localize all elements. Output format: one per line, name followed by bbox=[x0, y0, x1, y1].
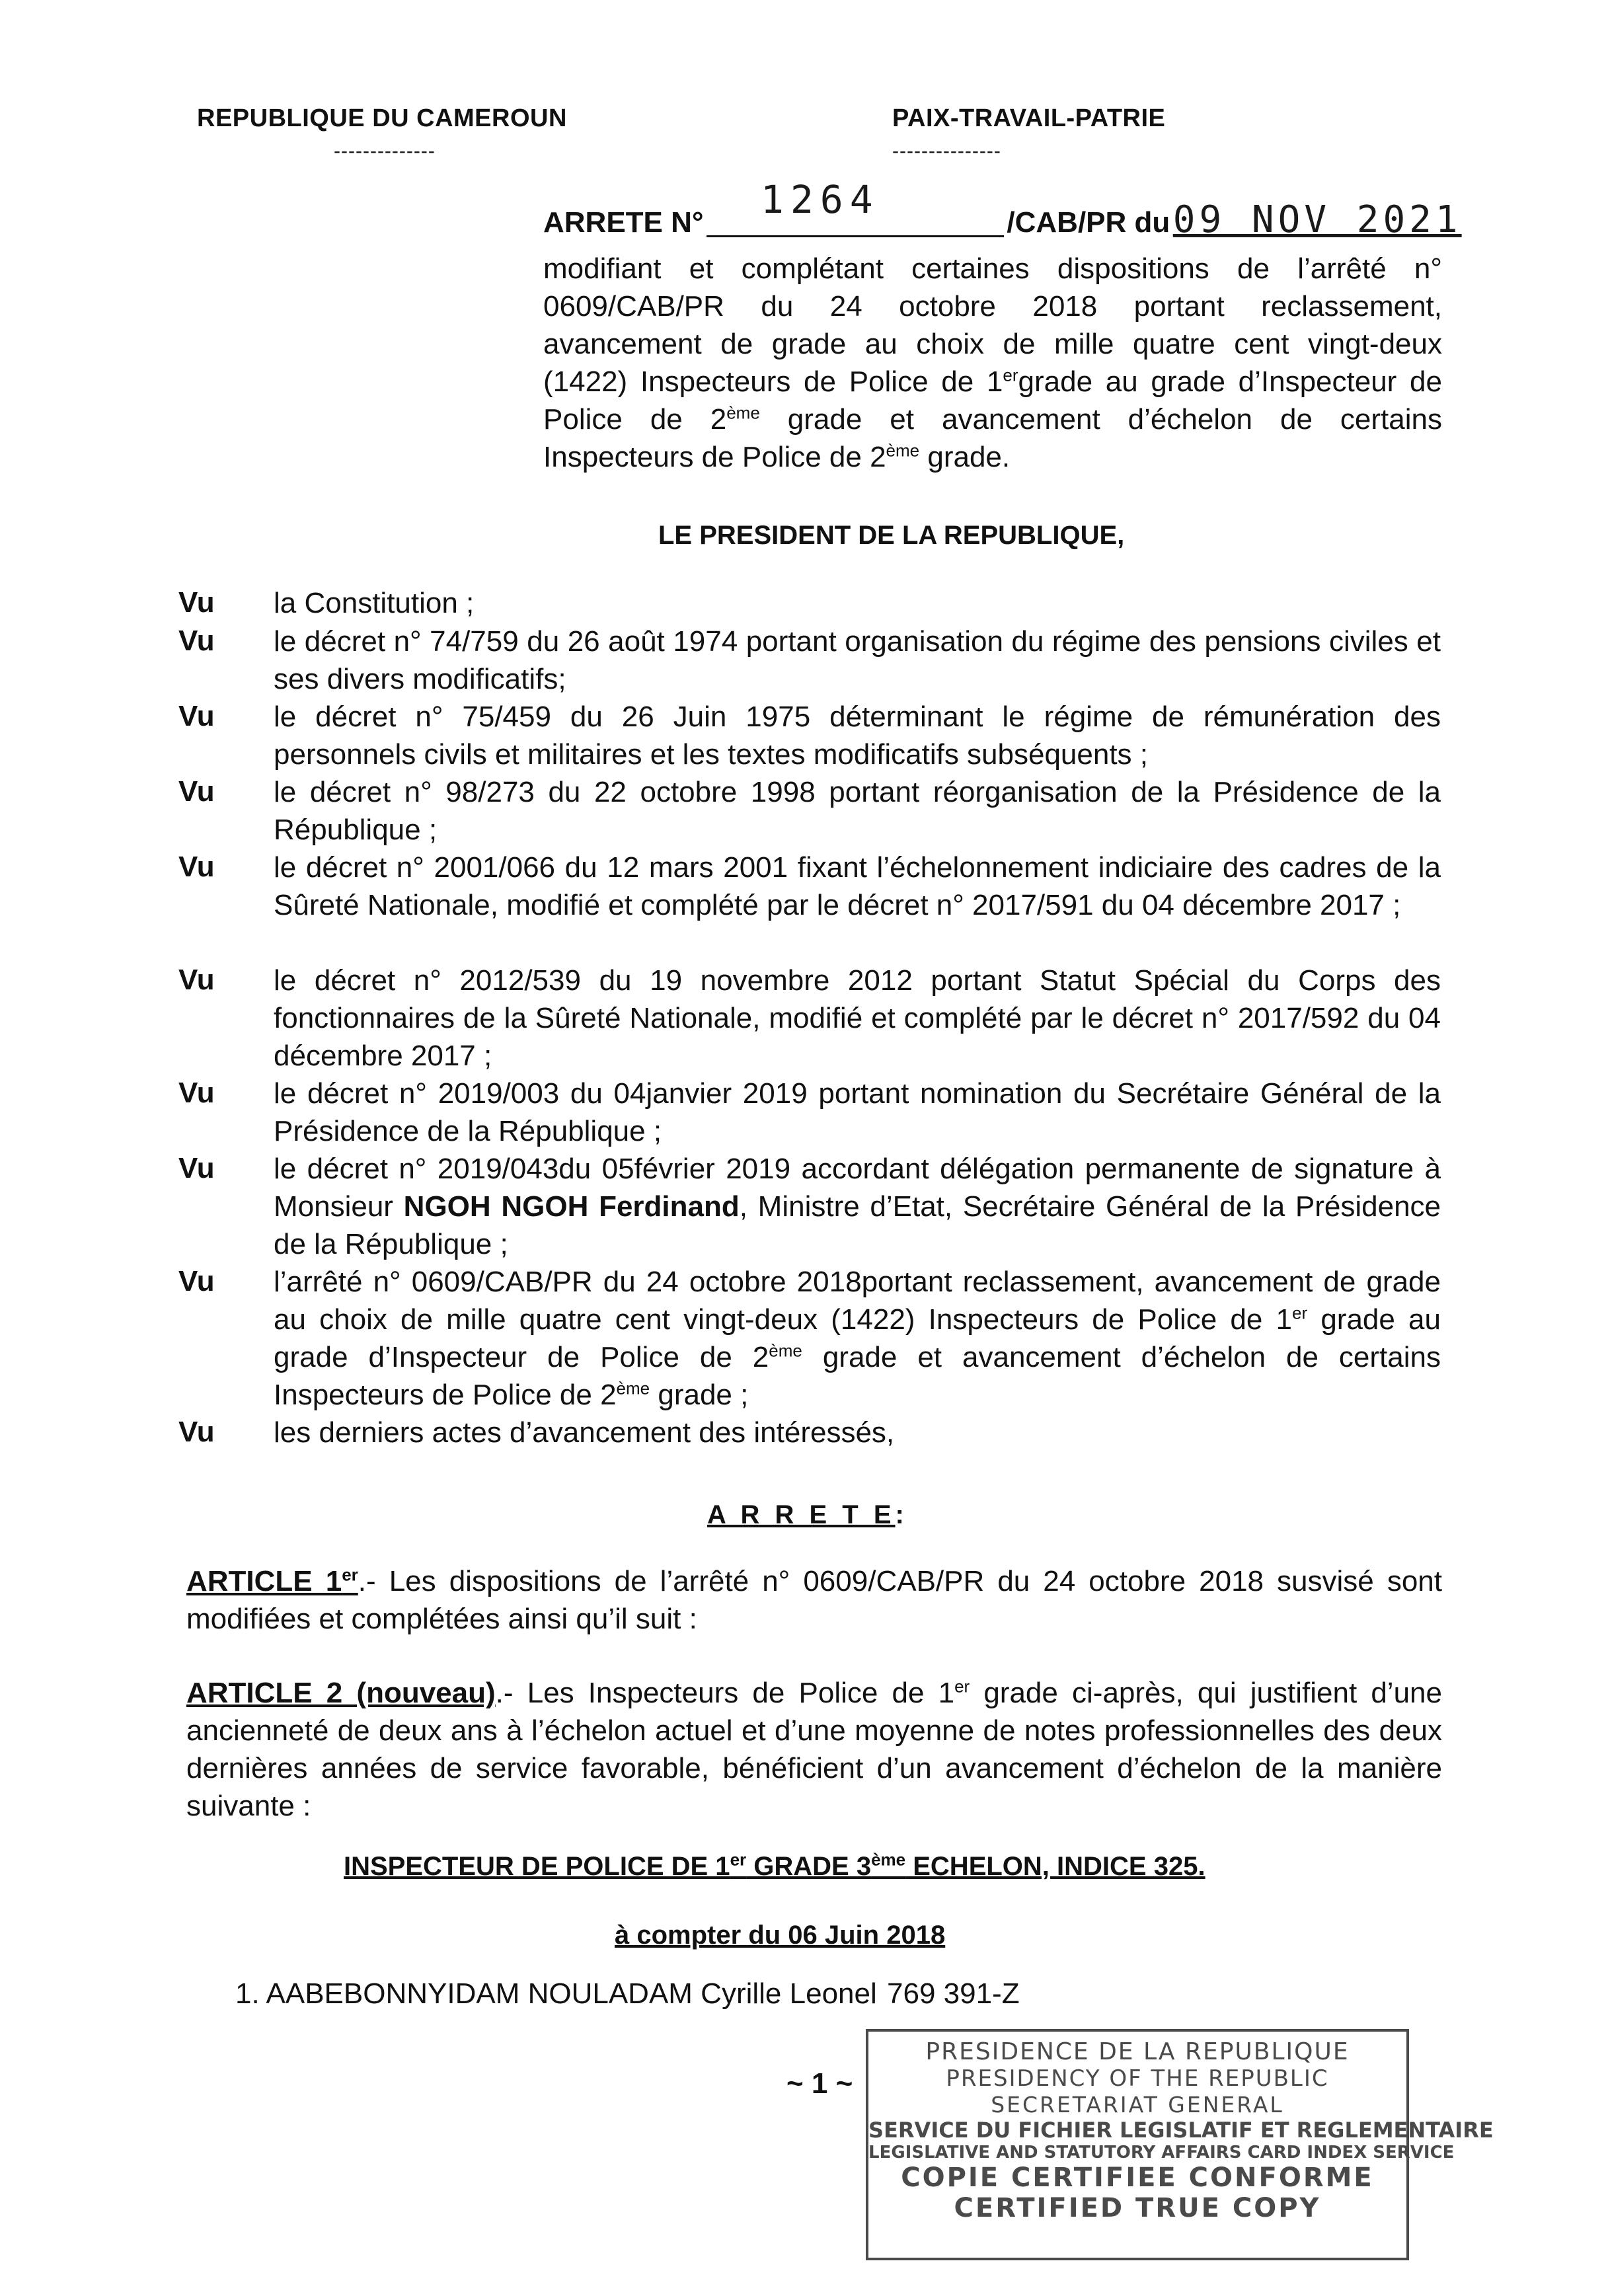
vu-label: Vu bbox=[178, 1265, 215, 1297]
subject-line: modifiant et complétant certaines dispositions de l’arrêté n° bbox=[543, 252, 1442, 285]
article-1: ARTICLE 1er.- Les dispositions de l’arrêté n° 0609/CAB/PR du 24 octobre 2018 susvisé sont modifiées et complétées ainsi qu’il suit : bbox=[186, 1564, 1442, 1635]
page-number: ~ 1 ~ bbox=[786, 2067, 853, 2100]
vu-presidency-decree: le décret n° 98/273 du 22 octobre 1998 portant réorganisation de la Présidence de la République ; bbox=[274, 776, 1441, 846]
decree-number-blank bbox=[707, 177, 1004, 237]
vu-label: Vu bbox=[178, 1152, 215, 1184]
vu-pensions-decree: le décret n° 74/759 du 26 août 1974 portant organisation du régime des pensions civiles et ses divers modificatifs; bbox=[274, 625, 1441, 695]
vu-derniers-actes: les derniers actes d’avancement des intéressés, bbox=[274, 1416, 895, 1449]
motto-underline: --------------- bbox=[892, 140, 1001, 162]
article-1-label: ARTICLE 1er bbox=[186, 1564, 358, 1597]
subject-line: 0609/CAB/PR du 24 octobre 2018 portant reclassement, bbox=[543, 290, 1442, 323]
decree-title bbox=[543, 177, 1462, 251]
arrete-heading: A R R E T E: bbox=[707, 1500, 908, 1529]
subject-line: avancement de grade au choix de mille quatre cent vingt-deux bbox=[543, 328, 1442, 360]
grade-heading: INSPECTEUR DE POLICE DE 1er GRADE 3ème ECHELON, INDICE 325. bbox=[344, 1849, 1205, 1881]
article-2: ARTICLE 2 (nouveau).- Les Inspecteurs de Police de 1er grade ci-après, qui justifient d’une ancienneté de deux ans à l’échelon actuel et d’une moyenne de notes professionnelles des deux dernières années de service favorable, bénéficient d’un avancement d’échelon de la manière suivante : bbox=[186, 1676, 1442, 1822]
country-underline: -------------- bbox=[334, 140, 436, 162]
decree-subject bbox=[543, 250, 1442, 438]
president-heading: LE PRESIDENT DE LA REPUBLIQUE, bbox=[658, 521, 1125, 550]
vu-nomination-decree: le décret n° 2019/003 du 04janvier 2019 portant nomination du Secrétaire Général de la Présidence de la République ; bbox=[274, 1077, 1441, 1147]
vu-label: Vu bbox=[178, 700, 215, 732]
decree-date: 09 NOV 2021 bbox=[1172, 198, 1462, 241]
vu-label: Vu bbox=[178, 625, 215, 657]
vu-statut-decree: le décret n° 2012/539 du 19 novembre 2012 portant Statut Spécial du Corps des fonctionnaires de la Sûreté Nationale, modifié et complété par le décret n° 2017/592 du 04 décembre 2017 ; bbox=[274, 964, 1441, 1072]
vu-label: Vu bbox=[178, 775, 215, 808]
decree-number: 1264 bbox=[760, 177, 880, 222]
vu-label: Vu bbox=[178, 1416, 215, 1448]
list-item bbox=[235, 1975, 1359, 2012]
subject-line: (1422) Inspecteurs de Police de 1ergrade au grade d’Inspecteur de bbox=[543, 365, 1442, 398]
effective-date: à compter du 06 Juin 2018 bbox=[615, 1921, 946, 1950]
signatory-name: NGOH NGOH Ferdinand bbox=[403, 1190, 740, 1223]
vu-label: Vu bbox=[178, 964, 215, 996]
vu-original-arrete: l’arrêté n° 0609/CAB/PR du 24 octobre 2018portant reclassement, avancement de grade au choix de mille quatre cent vingt-deux (1422) Inspecteurs de Police de 1er grade au grade d’Inspecteur de Police de 2ème grade et avancement d’échelon de certains Inspecteurs de Police de 2ème grade ; bbox=[274, 1266, 1441, 1411]
article-2-label: ARTICLE 2 (nouveau) bbox=[186, 1677, 496, 1709]
subject-line: Police de 2ème grade et avancement d’échelon de certains bbox=[543, 402, 1442, 436]
vu-label: Vu bbox=[178, 586, 215, 619]
vu-constitution: la Constitution ; bbox=[274, 587, 475, 619]
decree-mid: /CAB/PR du bbox=[1007, 206, 1170, 239]
vu-label: Vu bbox=[178, 851, 215, 883]
certification-stamp: PRESIDENCE DE LA REPUBLIQUE PRESIDENCY OF THE REPUBLIC SECRETARIAT GENERAL SERVICE DU FICHIER LEGISLATIF ET REGLEMENTAIRE LEGISLATIVE AND STATUTORY AFFAIRS CARD INDEX SERVICE COPIE CERTIFIEE CONFORME CERTIFIED TRUE COPY bbox=[866, 2029, 1409, 2260]
officer-name: 1. AABEBONNYIDAM NOULADAM Cyrille Leonel bbox=[235, 1977, 877, 2010]
vu-remuneration-decree: le décret n° 75/459 du 26 Juin 1975 déterminant le régime de rémunération des personnels civils et militaires et les textes modificatifs subséquents ; bbox=[274, 701, 1441, 771]
national-motto: PAIX-TRAVAIL-PATRIE bbox=[892, 104, 1166, 132]
decree-subject-last: Inspecteurs de Police de 2ème grade. bbox=[543, 440, 1011, 473]
country-name: REPUBLIQUE DU CAMEROUN bbox=[197, 104, 567, 132]
vu-echelonnement-decree: le décret n° 2001/066 du 12 mars 2001 fixant l’échelonnement indiciaire des cadres de la Sûreté Nationale, modifié et complété par le décret n° 2017/591 du 04 décembre 2017 ; bbox=[274, 851, 1441, 921]
officer-matricule: 769 391-Z bbox=[887, 1977, 1020, 2010]
decree-prefix: ARRETE N° bbox=[543, 206, 704, 239]
vu-label: Vu bbox=[178, 1077, 215, 1109]
vu-delegation-decree: le décret n° 2019/043du 05février 2019 accordant délégation permanente de signature à Monsieur NGOH NGOH Ferdinand, Ministre d’Etat, Secrétaire Général de la Présidence de la République ; bbox=[274, 1153, 1441, 1260]
